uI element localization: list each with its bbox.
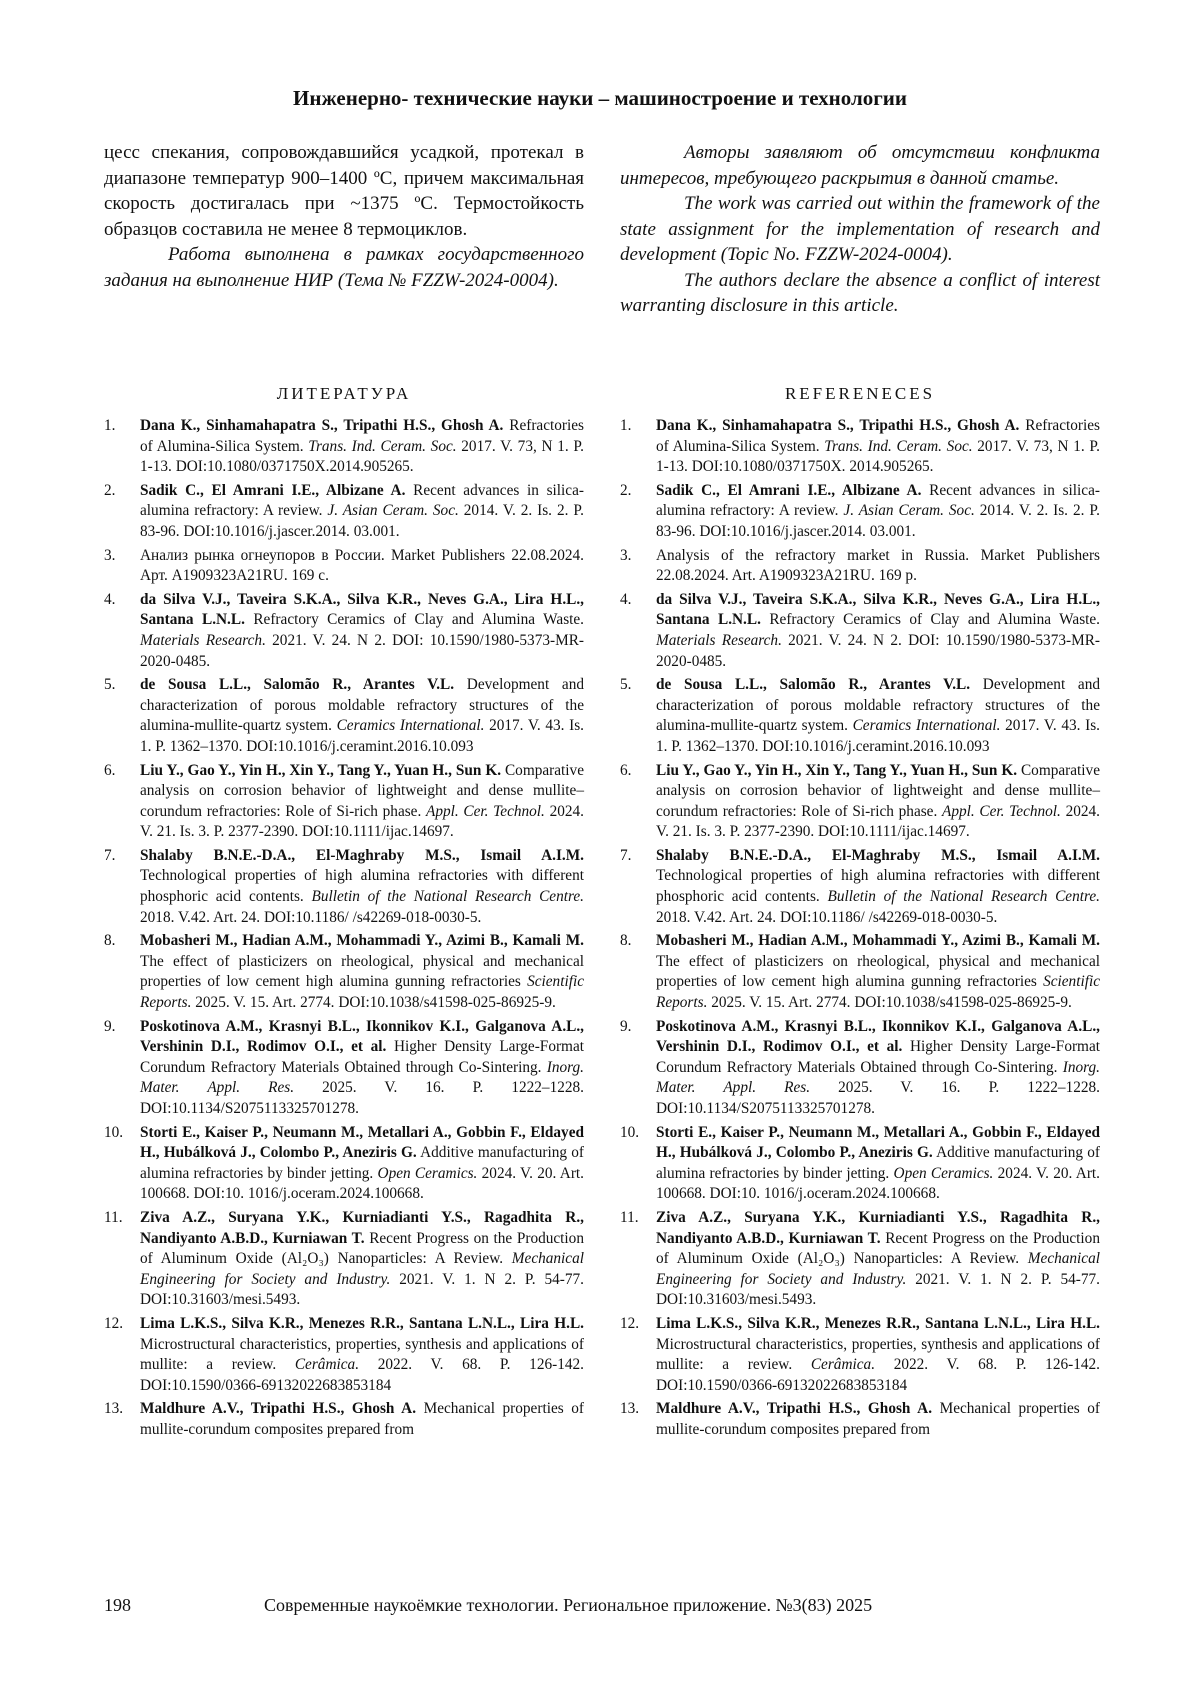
reference-number: 9. xyxy=(104,1017,116,1035)
reference-number: 5. xyxy=(104,676,116,694)
reference-journal: Trans. Ind. Ceram. Soc. xyxy=(824,437,973,455)
reference-details: 2025. V. 15. Art. 2774. DOI:10.1038/s41598-025-86925-9. xyxy=(707,994,1072,1012)
reference-number: 6. xyxy=(620,761,632,779)
reference-authors: Dana K., Sinhamahapatra S., Tripathi H.S., Ghosh A. xyxy=(140,417,504,434)
intro-paragraph: цесс спекания, сопровождавшийся усадкой, протекал в диапазоне температур 900–1400 ºС, причем максимальная скорость достигалась при ~1375 ºС. Термостойкость образцов составила не менее 8 термоциклов. xyxy=(104,142,584,240)
reference-number: 2. xyxy=(620,481,632,499)
reference-title: Recent Progress on the Production of Aluminum Oxide (Al₂O₃) Nanoparticles: A Review. xyxy=(656,1229,1100,1268)
reference-title: Technological properties of high alumina refractories with different phosphoric acid contents. xyxy=(656,867,1100,906)
reference-title: Mechanical properties of mullite-corundum composites prepared from xyxy=(140,1400,584,1438)
reference-authors: da Silva V.J., Taveira S.K.A., Silva K.R., Neves G.A., Lira H.L., Santana L.N.L. xyxy=(140,590,584,629)
reference-journal: Inorg. Mater. Appl. Res. xyxy=(656,1058,1100,1097)
reference-journal: J. Asian Ceram. Soc. xyxy=(327,502,459,520)
reference-journal: Ceramics International. xyxy=(336,717,485,735)
reference-title: Mechanical properties of mullite-corundum composites prepared from xyxy=(656,1400,1100,1438)
reference-item xyxy=(104,846,584,928)
reference-title: Анализ рынка огнеупоров в России. Market Publishers 22.08.2024. Арт. A1909323A21RU. 169 с. xyxy=(140,546,584,585)
reference-number: 4. xyxy=(620,590,632,608)
reference-journal: Mechanical Engineering for Society and Industry. xyxy=(140,1250,584,1288)
reference-item xyxy=(620,1017,1100,1120)
reference-number: 9. xyxy=(620,1017,632,1035)
reference-authors: Liu Y., Gao Y., Yin H., Xin Y., Tang Y., Yuan H., Sun K. xyxy=(656,761,1018,779)
reference-journal: Inorg. Mater. Appl. Res. xyxy=(140,1058,584,1097)
reference-authors: Storti E., Kaiser P., Neumann M., Metallari A., Gobbin F., Eldayed H., Hubálková J., Colombo P., Aneziris G. xyxy=(140,1123,584,1162)
page-number: 198 xyxy=(104,1595,131,1615)
reference-authors: Ziva A.Z., Suryana Y.K., Kurniadianti Y.S., Ragadhita R., Nandiyanto A.B.D., Kurniawan T. xyxy=(656,1208,1100,1247)
reference-authors: Liu Y., Gao Y., Yin H., Xin Y., Tang Y., Yuan H., Sun K. xyxy=(140,761,502,779)
reference-title: Development and characterization of porous moldable refractory structures of the alumina-mullite-quartz system. xyxy=(656,676,1100,735)
reference-journal: Cerâmica. xyxy=(294,1356,360,1374)
reference-journal: Open Ceramics. xyxy=(893,1164,994,1182)
reference-item xyxy=(620,416,1100,478)
funding-paragraph: Работа выполнена в рамках государственного задания на выполнение НИР (Тема № FZZW-2024-0004). xyxy=(104,244,584,291)
reference-number: 12. xyxy=(620,1314,640,1332)
reference-item xyxy=(620,481,1100,543)
reference-title: Refractory Ceramics of Clay and Alumina Waste. xyxy=(244,611,585,629)
reference-details: 2021. V. 24. N 2. DOI: 10.1590/1980-5373-MR-2020-0485. xyxy=(656,631,1100,670)
reference-title: Refractory Ceramics of Clay and Alumina Waste. xyxy=(760,611,1101,629)
reference-item xyxy=(620,1123,1100,1205)
reference-number: 11. xyxy=(104,1208,123,1226)
reference-details: 2018. V.42. Art. 24. DOI:10.1186/ /s42269-018-0030-5. xyxy=(656,908,998,926)
reference-item xyxy=(104,1017,584,1120)
reference-item xyxy=(620,931,1100,1013)
references-list xyxy=(620,416,1100,1444)
reference-details: 2025. V. 15. Art. 2774. DOI:10.1038/s41598-025-86925-9. xyxy=(191,994,556,1012)
reference-item xyxy=(104,931,584,1013)
reference-title: Comparative analysis on corrosion behavior of lightweight and dense mullite–corundum refractories: Role of Si-rich phase. xyxy=(656,761,1100,820)
reference-authors: Storti E., Kaiser P., Neumann M., Metallari A., Gobbin F., Eldayed H., Hubálková J., Colombo P., Aneziris G. xyxy=(656,1123,1100,1162)
reference-authors: Lima L.K.S., Silva K.R., Menezes R.R., Santana L.N.L., Lira H.L. xyxy=(656,1314,1100,1332)
reference-authors: Maldhure A.V., Tripathi H.S., Ghosh A. xyxy=(140,1400,417,1418)
right-intro xyxy=(620,140,1100,319)
reference-journal: Appl. Cer. Technol. xyxy=(942,802,1061,820)
reference-item xyxy=(104,675,584,757)
reference-details: 2017. V. 73, N 1. P. 1-13. DOI:10.1080/0371750X. 2014.905265. xyxy=(656,437,1100,476)
reference-number: 10. xyxy=(620,1123,640,1141)
reference-journal: Mechanical Engineering for Society and Industry. xyxy=(656,1250,1100,1288)
reference-item xyxy=(104,1123,584,1205)
reference-details: 2014. V. 2. Is. 2. P. 83-96. DOI:10.1016/j.jascer.2014. 03.001. xyxy=(656,502,1101,540)
reference-item xyxy=(104,1208,584,1311)
reference-number: 6. xyxy=(104,761,116,779)
reference-number: 13. xyxy=(104,1400,124,1418)
reference-title: Higher Density Large-Format Corundum Refractory Materials Obtained through Co-Sintering. xyxy=(656,1038,1100,1076)
reference-details: 2017. V. 43. Is. 1. P. 1362–1370. DOI:10.1016/j.ceramint.2016.10.093 xyxy=(140,717,584,755)
reference-title: Comparative analysis on corrosion behavior of lightweight and dense mullite–corundum refractories: Role of Si-rich phase. xyxy=(140,761,584,820)
reference-journal: Bulletin of the National Research Centre. xyxy=(827,888,1100,906)
literature-title: ЛИТЕРАТУРА xyxy=(276,384,412,403)
reference-details: 2014. V. 2. Is. 2. P. 83-96. DOI:10.1016/j.jascer.2014. 03.001. xyxy=(140,502,585,540)
reference-details: 2025. V. 16. P. 1222–1228. DOI:10.1134/S2075113325701278. xyxy=(140,1079,584,1117)
reference-title: Recent advances in silica-alumina refractory: A review. xyxy=(656,481,1100,520)
reference-title: Microstructural characteristics, properties, synthesis and applications of mullite: a review. xyxy=(656,1335,1100,1374)
reference-item xyxy=(620,761,1100,843)
reference-journal: Trans. Ind. Ceram. Soc. xyxy=(308,437,457,455)
reference-details: 2022. V. 68. P. 126-142. DOI:10.1590/0366-69132022683853184 xyxy=(656,1356,1100,1394)
reference-authors: de Sousa L.L., Salomão R., Arantes V.L. xyxy=(140,676,455,694)
funding-paragraph-en: The work was carried out within the framework of the state assignment for the implementation of research and development (Topic No. FZZW-2024-0004). xyxy=(620,193,1100,265)
reference-number: 13. xyxy=(620,1400,640,1418)
reference-details: 2021. V. 24. N 2. DOI: 10.1590/1980-5373-MR-2020-0485. xyxy=(140,631,584,670)
reference-journal: Appl. Cer. Technol. xyxy=(426,802,545,820)
reference-item xyxy=(104,1314,584,1396)
reference-journal: Bulletin of the National Research Centre. xyxy=(311,888,584,906)
reference-item xyxy=(104,1399,584,1440)
reference-item xyxy=(104,416,584,478)
reference-item xyxy=(620,1399,1100,1440)
reference-details: 2024. V. 20. Art. 100668. DOI:10. 1016/j.oceram.2024.100668. xyxy=(140,1164,584,1203)
reference-item xyxy=(104,761,584,843)
reference-item xyxy=(620,546,1100,587)
reference-number: 12. xyxy=(104,1314,124,1332)
reference-title: Technological properties of high alumina refractories with different phosphoric acid contents. xyxy=(140,867,584,906)
reference-authors: Shalaby B.N.E.-D.A., El-Maghraby M.S., Ismail A.I.M. xyxy=(656,846,1100,864)
reference-journal: Ceramics International. xyxy=(852,717,1001,735)
reference-number: 7. xyxy=(104,846,116,864)
reference-journal: Scientific Reports. xyxy=(140,973,584,1012)
reference-item xyxy=(620,1314,1100,1396)
reference-title: Refractories of Alumina-Silica System. xyxy=(656,417,1100,455)
reference-details: 2024. V. 21. Is. 3. P. 2377-2390. DOI:10.1111/ijac.14697. xyxy=(140,802,585,841)
reference-authors: Dana K., Sinhamahapatra S., Tripathi H.S., Ghosh A. xyxy=(656,417,1020,434)
reference-journal: Materials Research. xyxy=(656,631,782,649)
reference-number: 8. xyxy=(104,932,116,950)
reference-title: Recent advances in silica-alumina refractory: A review. xyxy=(140,481,584,520)
reference-journal: Open Ceramics. xyxy=(377,1164,478,1182)
reference-item xyxy=(620,675,1100,757)
reference-number: 3. xyxy=(104,546,116,564)
reference-number: 8. xyxy=(620,932,632,950)
reference-authors: Sadik C., El Amrani I.E., Albizane A. xyxy=(656,481,922,499)
reference-authors: Maldhure A.V., Tripathi H.S., Ghosh A. xyxy=(656,1400,933,1418)
reference-authors: Poskotinova A.M., Krasnyi B.L., Ikonnikov K.I., Galganova A.L., Vershinin D.I., Rodimov O.I., et al. xyxy=(140,1017,584,1056)
reference-journal: Scientific Reports. xyxy=(656,973,1100,1012)
reference-authors: Mobasheri M., Hadian A.M., Mohammadi Y., Azimi B., Kamali M. xyxy=(140,932,584,950)
left-intro xyxy=(104,140,584,293)
references-title: REFERENECES xyxy=(784,384,936,403)
reference-details: 2024. V. 20. Art. 100668. DOI:10. 1016/j.oceram.2024.100668. xyxy=(656,1164,1100,1203)
reference-number: 1. xyxy=(620,417,632,434)
literature-list xyxy=(104,416,584,1444)
reference-number: 7. xyxy=(620,846,632,864)
conflict-paragraph-en: The authors declare the absence a conflict of interest warranting disclosure in this article. xyxy=(620,269,1100,316)
reference-details: 2022. V. 68. P. 126-142. DOI:10.1590/0366-69132022683853184 xyxy=(140,1356,584,1394)
reference-number: 11. xyxy=(620,1208,639,1226)
reference-journal: Materials Research. xyxy=(140,631,266,649)
reference-details: 2021. V. 1. N 2. P. 54-77. DOI:10.31603/mesi.5493. xyxy=(140,1270,584,1309)
reference-number: 5. xyxy=(620,676,632,694)
conflict-paragraph-ru: Авторы заявляют об отсутствии конфликта интересов, требующего раскрытия в данной статье. xyxy=(620,142,1100,189)
reference-title: Additive manufacturing of alumina refractories by binder jetting. xyxy=(656,1144,1101,1182)
reference-number: 2. xyxy=(104,481,116,499)
reference-authors: Mobasheri M., Hadian A.M., Mohammadi Y., Azimi B., Kamali M. xyxy=(656,932,1100,950)
reference-title: The effect of plasticizers on rheological, physical and mechanical properties of low cement high alumina gunning refractories xyxy=(656,952,1100,991)
reference-authors: Shalaby B.N.E.-D.A., El-Maghraby M.S., Ismail A.I.M. xyxy=(140,846,584,864)
journal-title: Современные наукоёмкие технологии. Региональное приложение. №3(83) 2025 xyxy=(264,1595,873,1615)
reference-authors: Poskotinova A.M., Krasnyi B.L., Ikonnikov K.I., Galganova A.L., Vershinin D.I., Rodimov O.I., et al. xyxy=(656,1017,1100,1056)
reference-number: 10. xyxy=(104,1123,124,1141)
reference-title: The effect of plasticizers on rheological, physical and mechanical properties of low cement high alumina gunning refractories xyxy=(140,952,584,991)
reference-details: 2017. V. 73, N 1. P. 1-13. DOI:10.1080/0371750X.2014.905265. xyxy=(140,437,584,476)
page-header: Инженерно- технические науки – машиностроение и технологии xyxy=(293,86,907,110)
reference-details: 2024. V. 21. Is. 3. P. 2377-2390. DOI:10.1111/ijac.14697. xyxy=(656,802,1101,841)
reference-details: 2017. V. 43. Is. 1. P. 1362–1370. DOI:10.1016/j.ceramint.2016.10.093 xyxy=(656,717,1100,755)
reference-title: Microstructural characteristics, properties, synthesis and applications of mullite: a review. xyxy=(140,1335,584,1374)
reference-item xyxy=(620,1208,1100,1311)
reference-journal: J. Asian Ceram. Soc. xyxy=(843,502,975,520)
reference-number: 4. xyxy=(104,590,116,608)
reference-title: Refractories of Alumina-Silica System. xyxy=(140,417,584,455)
reference-item xyxy=(104,590,584,672)
reference-title: Additive manufacturing of alumina refractories by binder jetting. xyxy=(140,1144,585,1182)
reference-details: 2025. V. 16. P. 1222–1228. DOI:10.1134/S2075113325701278. xyxy=(656,1079,1100,1117)
reference-title: Higher Density Large-Format Corundum Refractory Materials Obtained through Co-Sintering. xyxy=(140,1038,584,1076)
reference-authors: Sadik C., El Amrani I.E., Albizane A. xyxy=(140,481,406,499)
reference-number: 3. xyxy=(620,546,632,564)
reference-item xyxy=(620,590,1100,672)
reference-details: 2021. V. 1. N 2. P. 54-77. DOI:10.31603/mesi.5493. xyxy=(656,1270,1100,1309)
reference-authors: Ziva A.Z., Suryana Y.K., Kurniadianti Y.S., Ragadhita R., Nandiyanto A.B.D., Kurniawan T. xyxy=(140,1208,584,1247)
reference-number: 1. xyxy=(104,417,116,434)
reference-item xyxy=(104,546,584,587)
reference-journal: Cerâmica. xyxy=(810,1356,876,1374)
reference-title: Analysis of the refractory market in Russia. Market Publishers 22.08.2024. Art. A1909323A21RU. 169 p. xyxy=(656,546,1100,585)
reference-details: 2018. V.42. Art. 24. DOI:10.1186/ /s42269-018-0030-5. xyxy=(140,908,482,926)
reference-item xyxy=(620,846,1100,928)
reference-authors: Lima L.K.S., Silva K.R., Menezes R.R., Santana L.N.L., Lira H.L. xyxy=(140,1314,584,1332)
reference-item xyxy=(104,481,584,543)
reference-authors: de Sousa L.L., Salomão R., Arantes V.L. xyxy=(656,676,971,694)
reference-title: Recent Progress on the Production of Aluminum Oxide (Al₂O₃) Nanoparticles: A Review. xyxy=(140,1229,584,1268)
reference-authors: da Silva V.J., Taveira S.K.A., Silva K.R., Neves G.A., Lira H.L., Santana L.N.L. xyxy=(656,590,1100,629)
reference-title: Development and characterization of porous moldable refractory structures of the alumina-mullite-quartz system. xyxy=(140,676,584,735)
